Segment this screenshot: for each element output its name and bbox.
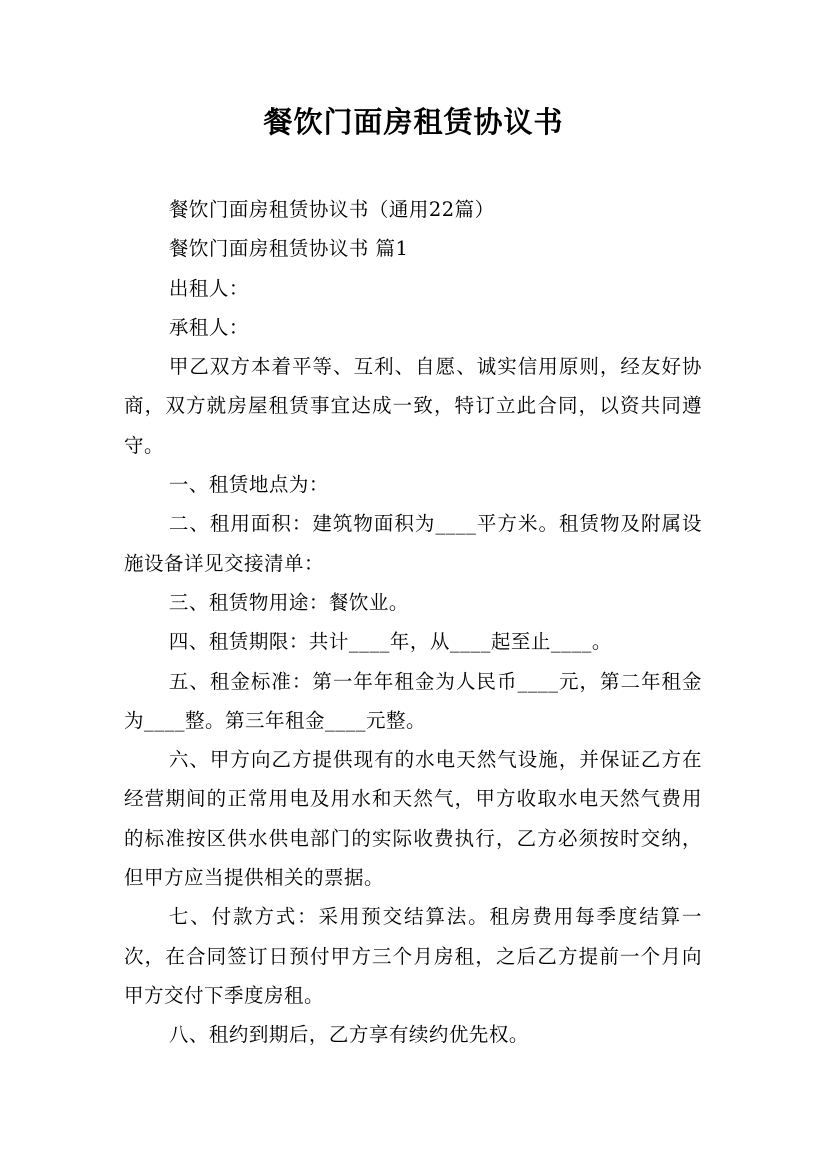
document-body <box>124 190 702 1055</box>
paragraph-subtitle: 餐饮门面房租赁协议书（通用22篇） <box>168 198 495 221</box>
paragraph-clause-6: 六、甲方向乙方提供现有的水电天然气设施，并保证乙方在经营期间的正常用电及用水和天然气，甲方收取水电天然气费用的标准按区供水供电部门的实际收费执行，乙方必须按时交纳，但甲方应当提供相关的票据。 <box>124 748 702 890</box>
paragraph-clause-8: 八、租约到期后，乙方享有续约优先权。 <box>168 1023 529 1047</box>
paragraph-clause-3: 三、租赁物用途：餐饮业。 <box>168 590 409 614</box>
paragraph-clause-7: 七、付款方式：采用预交结算法。租房费用每季度结算一次，在合同签订日预付甲方三个月房租，之后乙方提前一个月向甲方交付下季度房租。 <box>124 905 702 1007</box>
paragraph-section-heading: 餐饮门面房租赁协议书 篇1 <box>168 237 409 261</box>
paragraph-clause-5: 五、租金标准：第一年年租金为人民币____元，第二年租金为____整。第三年租金____元整。 <box>124 669 702 732</box>
paragraph-clause-2: 二、租用面积：建筑物面积为____平方米。租赁物及附属设施设备详见交接清单： <box>124 512 702 575</box>
paragraph-preamble: 甲乙双方本着平等、互利、自愿、诚实信用原则，经友好协商，双方就房屋租赁事宜达成一致，特订立此合同，以资共同遵守。 <box>124 355 702 457</box>
paragraph-lessee: 承租人： <box>168 315 249 339</box>
paragraph-lessor: 出租人： <box>168 276 249 300</box>
paragraph-clause-4: 四、租赁期限：共计____年，从____起至止____。 <box>168 630 612 654</box>
paragraph-clause-1: 一、租赁地点为： <box>168 473 329 497</box>
document-title: 餐饮门面房租赁协议书 <box>263 105 564 139</box>
